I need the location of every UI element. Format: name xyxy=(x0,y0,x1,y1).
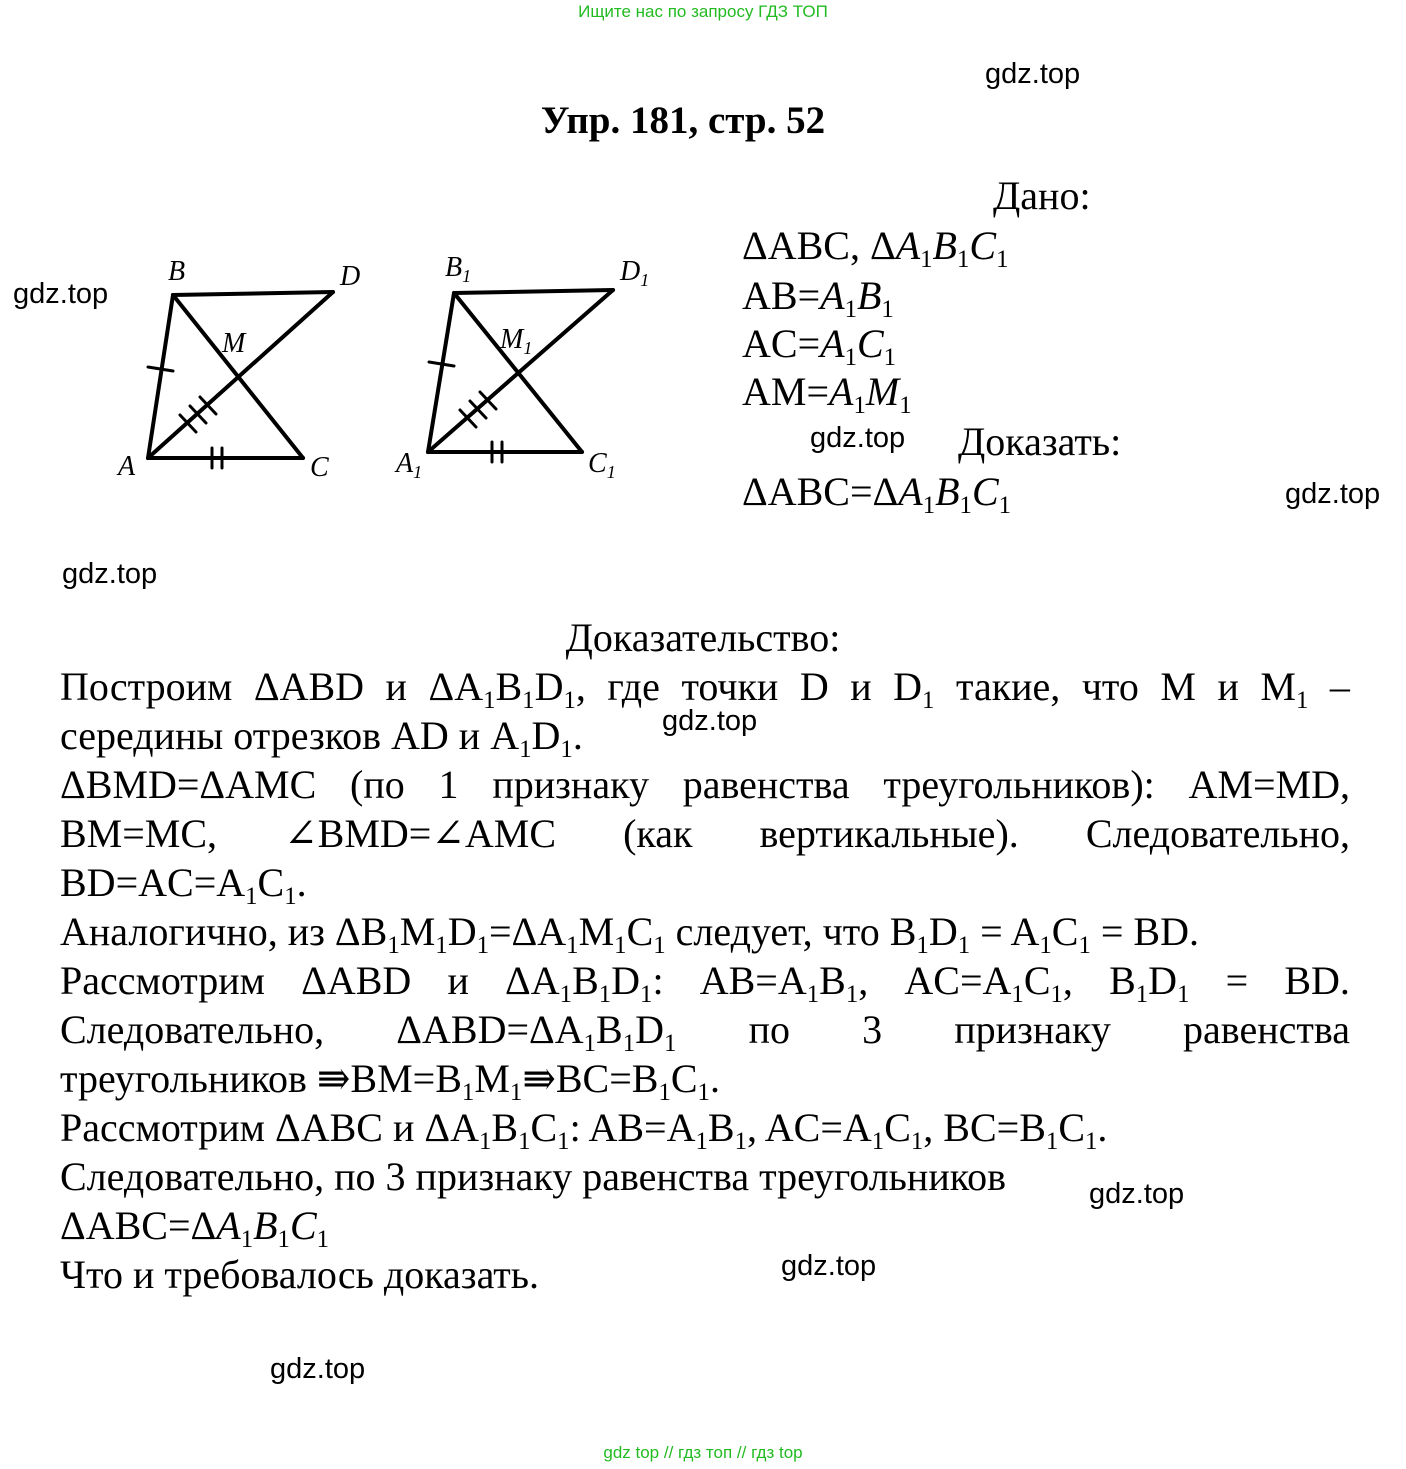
proof-line-7: Рассмотрим ΔABD и $\Delta A_1B_1D_1$: $AB=A_1B_1$, $AC=A_1C_1$, $B_1D_1$ = BD. xyxy=(60,958,1350,1008)
footer-separator: // xyxy=(736,1443,747,1462)
footer-separator: // xyxy=(663,1443,674,1462)
label-a: A xyxy=(118,451,136,482)
proof-line-13: Что и требовалось доказать. xyxy=(60,1252,540,1297)
proof-line-5: $BD=AC=A_1C_1$. xyxy=(60,860,307,910)
triangle-a1b1c1-figure xyxy=(428,290,613,462)
given-line-1: ΔABC, $\Delta A_1B_1C_1$ xyxy=(742,223,1009,273)
watermark: gdz.top xyxy=(781,1250,877,1282)
watermark: gdz.top xyxy=(662,705,758,737)
watermark: gdz.top xyxy=(62,558,158,590)
triangle-abc-figure xyxy=(148,292,333,468)
proof-line-9: треугольников $⇛BM=B_1M_1⇛BC=B_1C_1$. xyxy=(60,1056,720,1106)
footer-link-gdz-top-mixed[interactable]: гдз top xyxy=(751,1443,803,1462)
proof-body xyxy=(60,662,1350,1299)
proof-line-1: Построим ΔABD и $\Delta A_1B_1D_1$, где точки D и $D_1$ такие, что M и $M_1$ – xyxy=(60,664,1350,714)
prove-heading: Доказать: xyxy=(958,419,1122,464)
watermark: gdz.top xyxy=(810,422,906,454)
page-title: Упр. 181, стр. 52 xyxy=(540,99,826,142)
top-banner-link[interactable]: Ищите нас по запросу ГДЗ ТОП xyxy=(578,2,828,21)
proof-line-10: Рассмотрим ΔABC и $\Delta A_1B_1C_1$: $AB=A_1B_1$, $AC=A_1C_1$, $BC=B_1C_1$. xyxy=(60,1105,1108,1155)
watermark: gdz.top xyxy=(13,278,109,310)
label-d: D xyxy=(340,261,361,292)
label-m1: $M_1$ xyxy=(500,324,533,358)
label-m: M xyxy=(222,328,246,359)
label-d1: $D_1$ xyxy=(620,256,650,290)
proof-line-6: Аналогично, из $\Delta B_1M_1D_1=\Delta A_1M_1C_1$ следует, что $B_1D_1 = A_1C_1$ = BD. xyxy=(60,909,1199,959)
proof-line-11: Следовательно, по 3 признаку равенства треугольников xyxy=(60,1154,1007,1199)
label-a1: $A_1$ xyxy=(396,448,423,482)
watermark: gdz.top xyxy=(1285,478,1381,510)
watermark: gdz.top xyxy=(985,58,1081,90)
prove-statement: $\Delta ABC=\Delta A_1B_1C_1$ xyxy=(742,469,1012,519)
footer-links xyxy=(0,1443,1406,1463)
proof-line-12: $\Delta ABC=\Delta A_1B_1C_1$ xyxy=(60,1203,330,1253)
proof-line-8: Следовательно, $\Delta ABD=\Delta A_1B_1D_1$ по 3 признаку равенства xyxy=(60,1007,1350,1057)
watermark: gdz.top xyxy=(1089,1178,1185,1210)
watermark: gdz.top xyxy=(270,1353,366,1385)
given-line-4: $AM=A_1M_1$ xyxy=(742,369,912,419)
proof-line-2: середины отрезков AD и $A_1D_1$. xyxy=(60,713,583,763)
given-heading: Дано: xyxy=(993,173,1091,218)
label-c: C xyxy=(310,452,329,483)
label-c1: $C_1$ xyxy=(588,448,616,482)
proof-line-4: BM=MC, ∠BMD=∠AMC (как вертикальные). Следовательно, xyxy=(60,811,1350,856)
proof-line-3: ΔBMD=ΔAMC (по 1 признаку равенства треугольников): AM=MD, xyxy=(60,762,1350,807)
label-b1: $B_1$ xyxy=(445,252,472,286)
given-line-3: $AC=A_1C_1$ xyxy=(742,321,897,371)
given-line-2: $AB=A_1B_1$ xyxy=(742,273,894,323)
triangles-figure xyxy=(100,240,680,500)
proof-heading: Доказательство: xyxy=(565,615,841,660)
footer-link-gdz-top-ru[interactable]: гдз топ xyxy=(678,1443,733,1462)
label-b: B xyxy=(168,256,186,287)
footer-link-gdz-top[interactable]: gdz top xyxy=(603,1443,660,1462)
